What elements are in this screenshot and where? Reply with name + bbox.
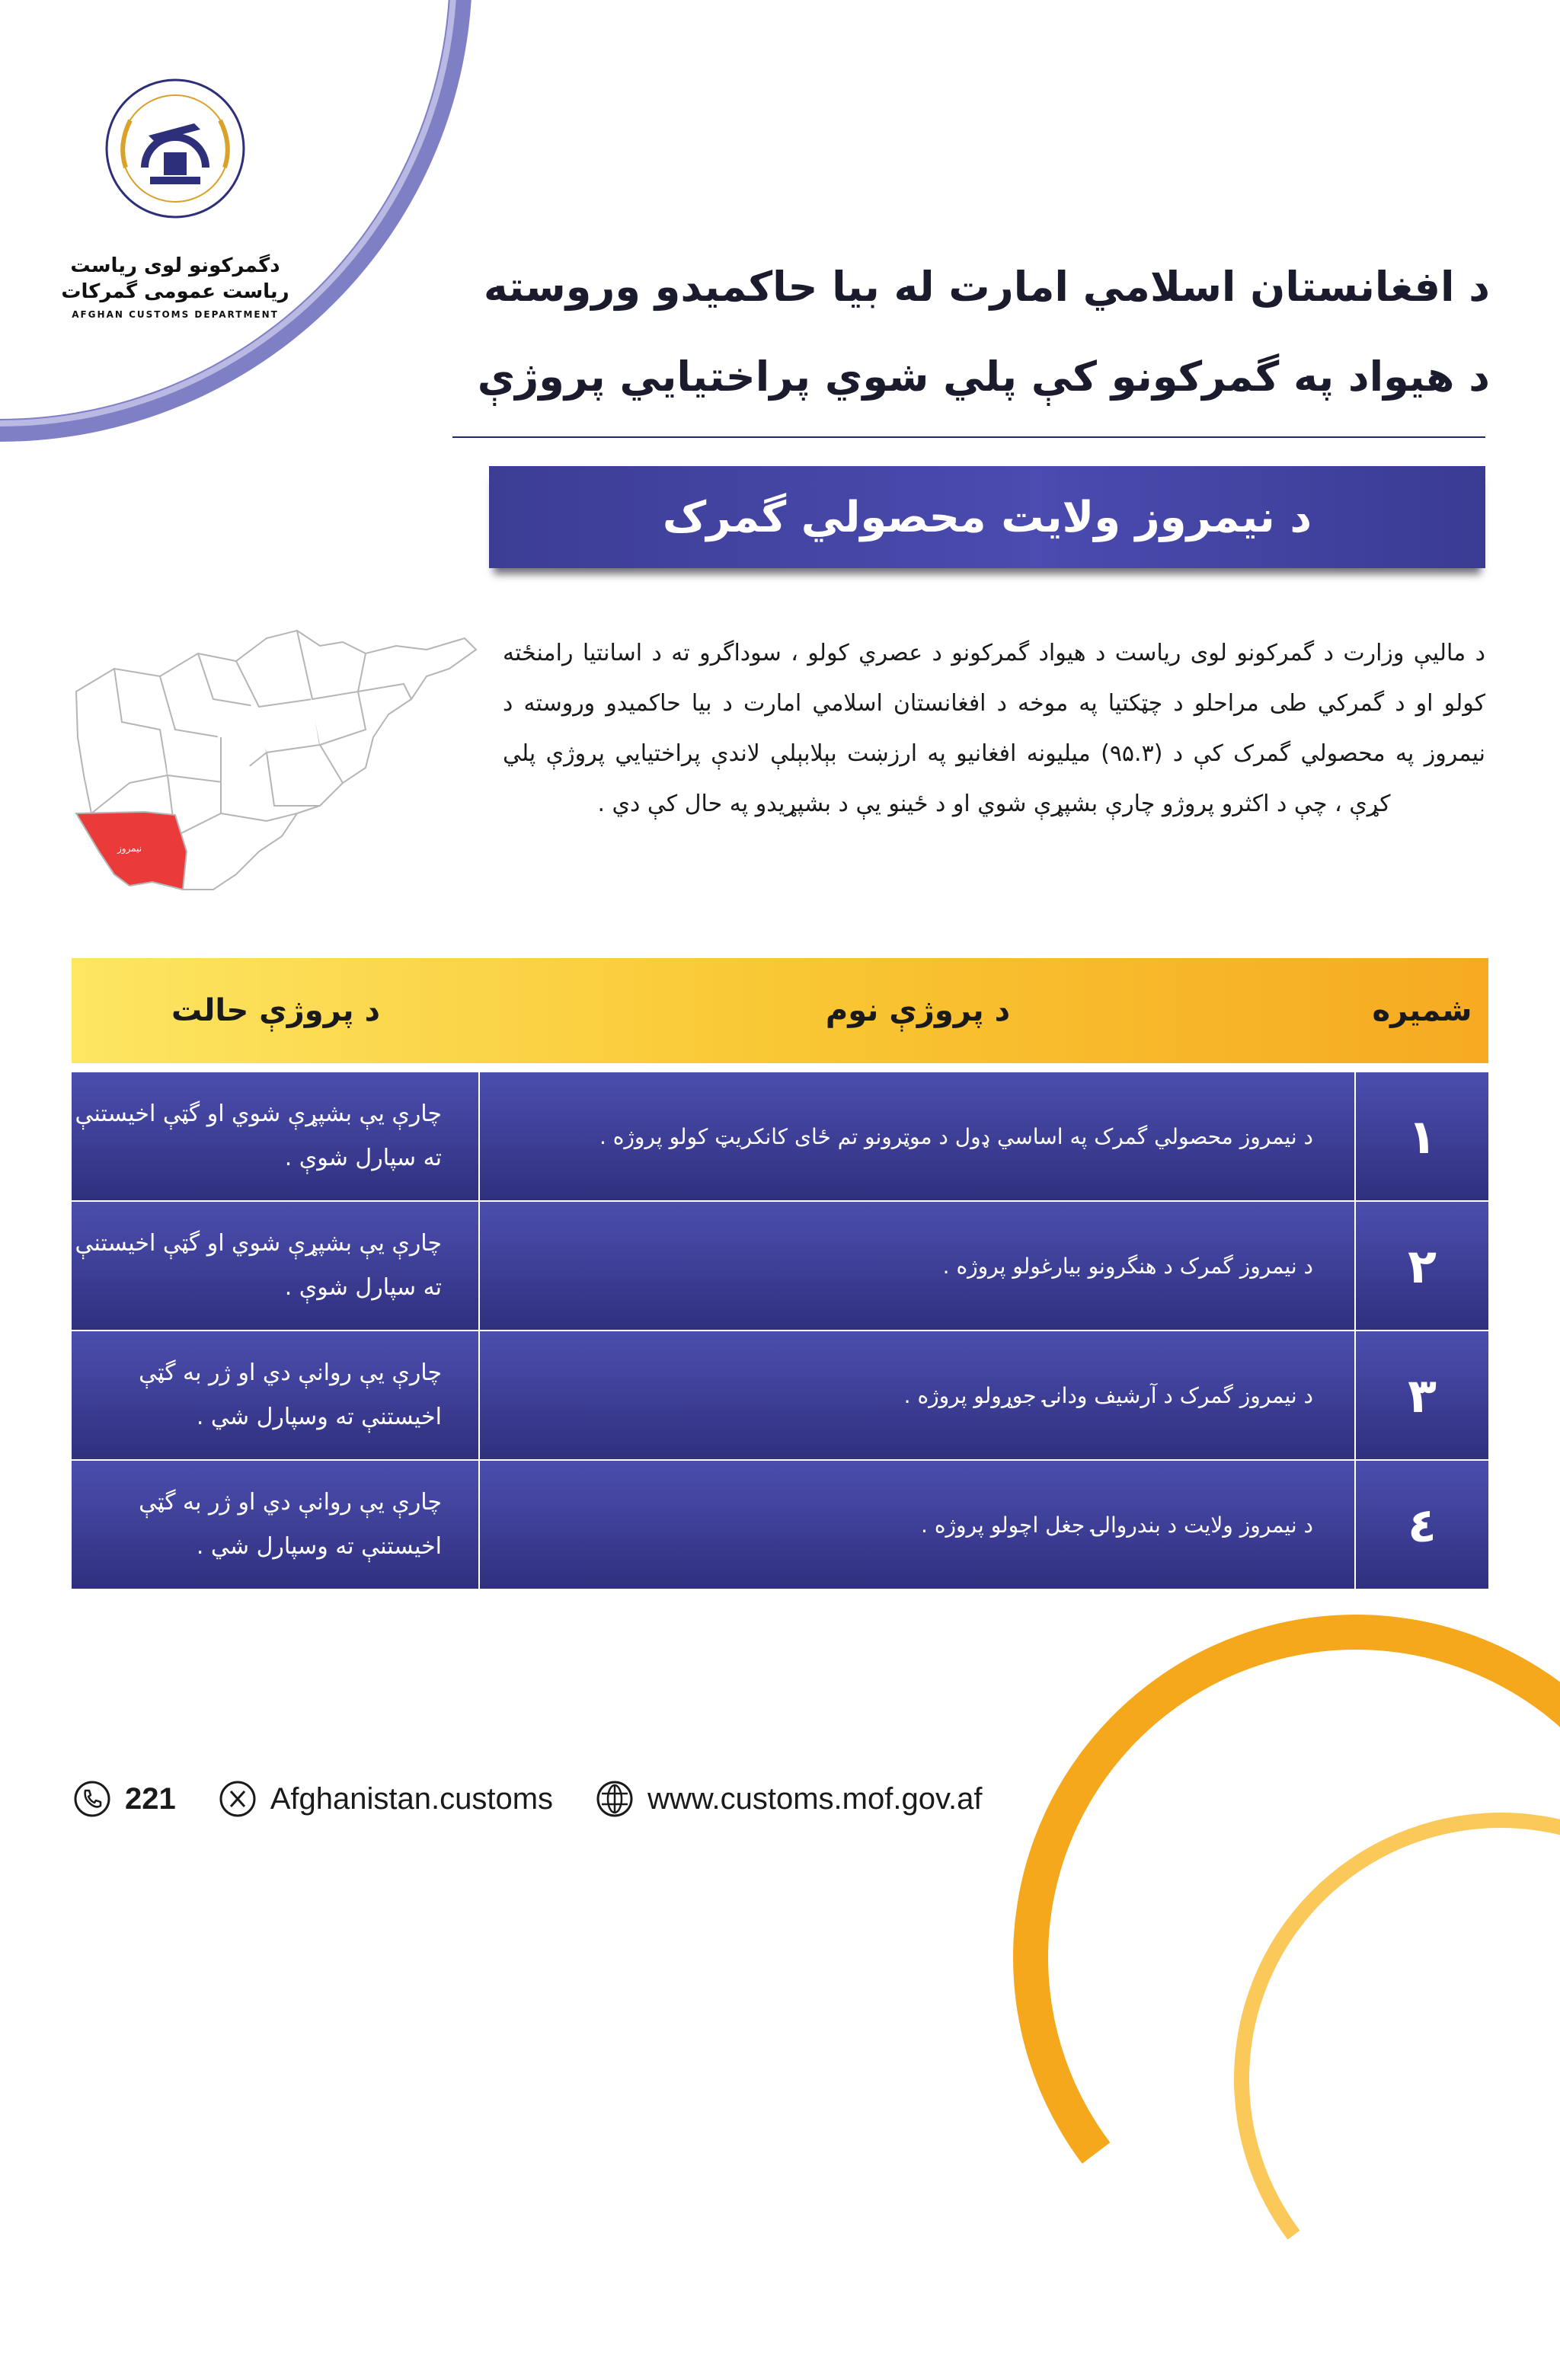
footer-x-account[interactable]: [219, 1780, 553, 1818]
row-number: ۱: [1354, 1072, 1488, 1200]
table-row: [72, 1461, 1488, 1590]
title-line-1: د افغانستان اسلامي امارت له بیا حاکمیدو وروسته: [483, 263, 1490, 311]
table-row: [72, 1072, 1488, 1202]
footer-phone[interactable]: [73, 1780, 176, 1818]
title-divider: [452, 436, 1485, 438]
x-logo-icon: [219, 1780, 257, 1818]
globe-icon: [596, 1780, 634, 1818]
row-project-status: چارې یې بشپړې شوي او گټې اخیستنې ته سپارل شوې .: [75, 1230, 442, 1301]
intro-paragraph: د مالیې وزارت د گمرکونو لوی ریاست د هیواد گمرکونو د عصري کولو ، سوداگرو ته د اسانتیا رامنځته کولو او د گمرکي طی مراحلو د چټکتیا په موخه د افغانستان اسلامي امارت د بیا حاکمیدو وروسته د نیمروز په محصولي گمرک کې د (۹۵.۳) میلیونه افغانیو په ارزښت بېلابېلې لاندې پراختیايي پروژې پلي کړې ، چې د اکثرو پروژو چارې بشپړې شوي او د ځینو یې د بشپړیدو په حال کې دي .: [503, 640, 1486, 817]
title-line-2: د هیواد په گمرکونو کې پلي شوي پراختیايي پروژې: [477, 353, 1490, 401]
projects-table: [72, 958, 1488, 1590]
header-number: شمیره: [1372, 993, 1472, 1028]
row-project-status: چارې یې روانې دي او ژر به گټې اخیستنې ته وسپارل شي .: [139, 1489, 442, 1560]
phone-number: 221: [125, 1781, 176, 1816]
table-body: [72, 1072, 1488, 1590]
x-handle: Afghanistan.customs: [270, 1781, 554, 1816]
row-project-name: د نیمروز ولایت د بندروالۍ جغل اچولو پروژه .: [478, 1461, 1354, 1589]
phone-icon: [73, 1780, 111, 1818]
logo-text-english: AFGHAN CUSTOMS DEPARTMENT: [72, 309, 279, 320]
row-project-status: چارې یې روانې دي او ژر به گټې اخیستنې ته وسپارل شي .: [139, 1359, 442, 1430]
customs-seal-logo: [103, 76, 248, 221]
department-logo-block: [61, 76, 289, 320]
row-project-name: د نیمروز گمرک د هنگرونو بیارغولو پروژه .: [478, 1202, 1354, 1330]
logo-text-pashto: دگمرکونو لوی ریاست: [70, 254, 280, 277]
table-row: [72, 1202, 1488, 1331]
row-number: ٤: [1354, 1461, 1488, 1589]
header-project-status: د پروژې حالت: [171, 993, 381, 1028]
row-project-name: د نیمروز گمرک د آرشیف ودانۍ جوړولو پروژه .: [478, 1331, 1354, 1459]
row-number: ۳: [1354, 1331, 1488, 1459]
banner-title: د نیمروز ولایت محصولي گمرک: [662, 492, 1312, 542]
footer-website[interactable]: [596, 1780, 982, 1818]
row-project-name: د نیمروز محصولي گمرک په اساسي ډول د موټرونو تم ځای کانکریټ کولو پروژه .: [478, 1072, 1354, 1200]
table-header-row: [72, 958, 1488, 1063]
contact-footer: [73, 1776, 1025, 1822]
section-banner: [489, 466, 1485, 568]
table-row: [72, 1331, 1488, 1461]
header-project-name: د پروژې نوم: [825, 993, 1011, 1028]
afghanistan-map: [69, 623, 480, 928]
logo-text-dari: ریاست عمومی گمرکات: [61, 280, 289, 303]
row-project-status: چارې یې بشپړې شوي او گټې اخیستنې ته سپارل شوې .: [75, 1101, 442, 1171]
website-url: www.customs.mof.gov.af: [647, 1781, 983, 1816]
row-number: ۲: [1354, 1202, 1488, 1330]
nimroz-map-label: نیمروز: [117, 843, 142, 854]
page-title: [424, 242, 1490, 422]
